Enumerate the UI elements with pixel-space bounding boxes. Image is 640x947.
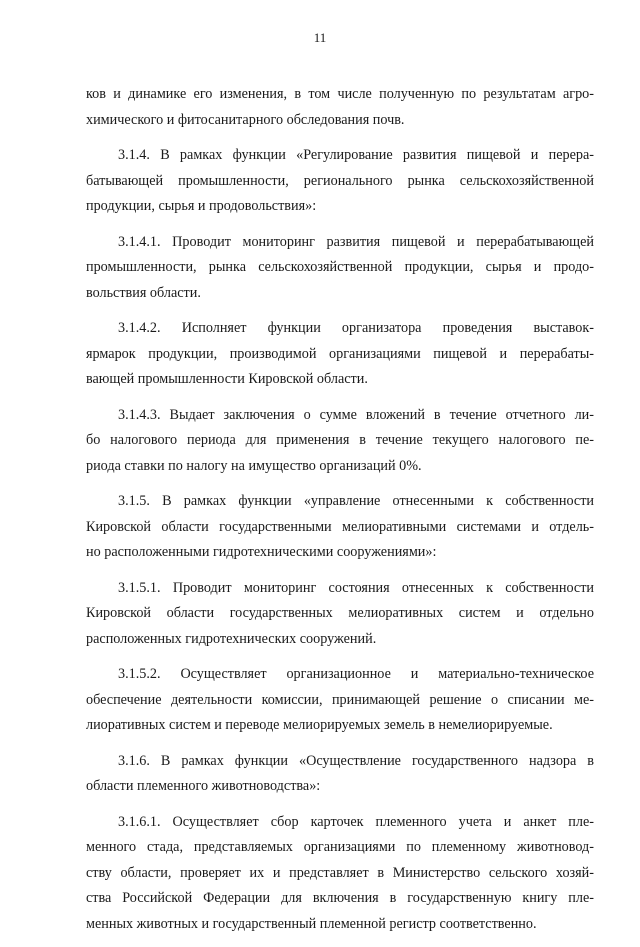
text-line: обеспечение деятельности комиссии, принимающей решение о списании ме- xyxy=(86,691,594,708)
text-line: расположенных гидротехнических сооружений. xyxy=(86,630,377,647)
text-line: риода ставки по налогу на имущество организаций 0%. xyxy=(86,457,422,474)
text-line: ков и динамике его изменения, в том числе полученную по результатам агро- xyxy=(86,86,594,102)
text-line: ства Российской Федерации для включения в государственную книгу пле- xyxy=(86,890,594,906)
text-line: бо налогового периода для применения в течение текущего налогового пе- xyxy=(86,432,594,448)
text-line: ярмарок продукции, производимой организациями пищевой и перерабаты- xyxy=(86,345,594,362)
document-body xyxy=(86,82,594,947)
text-line: 3.1.5.2. Осуществляет организационное и материально-техническое xyxy=(118,666,594,682)
paragraph xyxy=(86,403,594,480)
text-line: 3.1.6. В рамках функции «Осуществление государственного надзора в xyxy=(118,752,594,769)
paragraph xyxy=(86,489,594,566)
text-line: батывающей промышленности, регионального рынка сельскохозяйственной xyxy=(86,172,594,189)
text-line: 3.1.4.1. Проводит мониторинг развития пищевой и перерабатывающей xyxy=(118,233,594,250)
text-line: менного стада, представляемых организациями по племенному животновод- xyxy=(86,839,594,855)
paragraph xyxy=(86,810,594,938)
text-line: ству области, проверяет их и представляет в Министерство сельского хозяй- xyxy=(86,864,594,881)
text-line: 3.1.4. В рамках функции «Регулирование развития пищевой и перера- xyxy=(118,147,594,163)
text-line: менных животных и государственный племенной регистр соответственно. xyxy=(86,915,537,932)
text-line: вольствия области. xyxy=(86,284,201,301)
text-line: Кировской области государственными мелиоративными системами и отдель- xyxy=(86,518,594,535)
paragraph xyxy=(86,316,594,393)
text-line: 3.1.5.1. Проводит мониторинг состояния отнесенных к собственности xyxy=(118,579,594,596)
text-line: химического и фитосанитарного обследования почв. xyxy=(86,111,405,128)
paragraph xyxy=(86,230,594,307)
paragraph xyxy=(86,749,594,800)
text-line: 3.1.6.1. Осуществляет сбор карточек племенного учета и анкет пле- xyxy=(118,813,594,830)
page-number: 11 xyxy=(313,30,327,45)
text-line: области племенного животноводства»: xyxy=(86,778,321,794)
paragraph xyxy=(86,143,594,220)
paragraph xyxy=(86,576,594,653)
text-line: 3.1.4.2. Исполняет функции организатора проведения выставок- xyxy=(118,320,594,336)
text-line: вающей промышленности Кировской области. xyxy=(86,371,368,387)
paragraph xyxy=(86,662,594,739)
text-line: Кировской области государственных мелиоративных систем и отдельно xyxy=(86,605,594,621)
text-line: 3.1.5. В рамках функции «управление отнесенными к собственности xyxy=(118,493,594,509)
text-line: но расположенными гидротехническими сооружениями»: xyxy=(86,544,437,560)
text-line: продукции, сырья и продовольствия»: xyxy=(86,198,317,214)
text-line: лиоративных систем и переводе мелиорируемых земель в немелиорируемые. xyxy=(86,717,553,733)
text-line: промышленности, рынка сельскохозяйственной продукции, сырья и продо- xyxy=(86,259,594,275)
paragraph xyxy=(86,82,594,133)
text-line: 3.1.4.3. Выдает заключения о сумме вложений в течение отчетного ли- xyxy=(118,406,594,423)
